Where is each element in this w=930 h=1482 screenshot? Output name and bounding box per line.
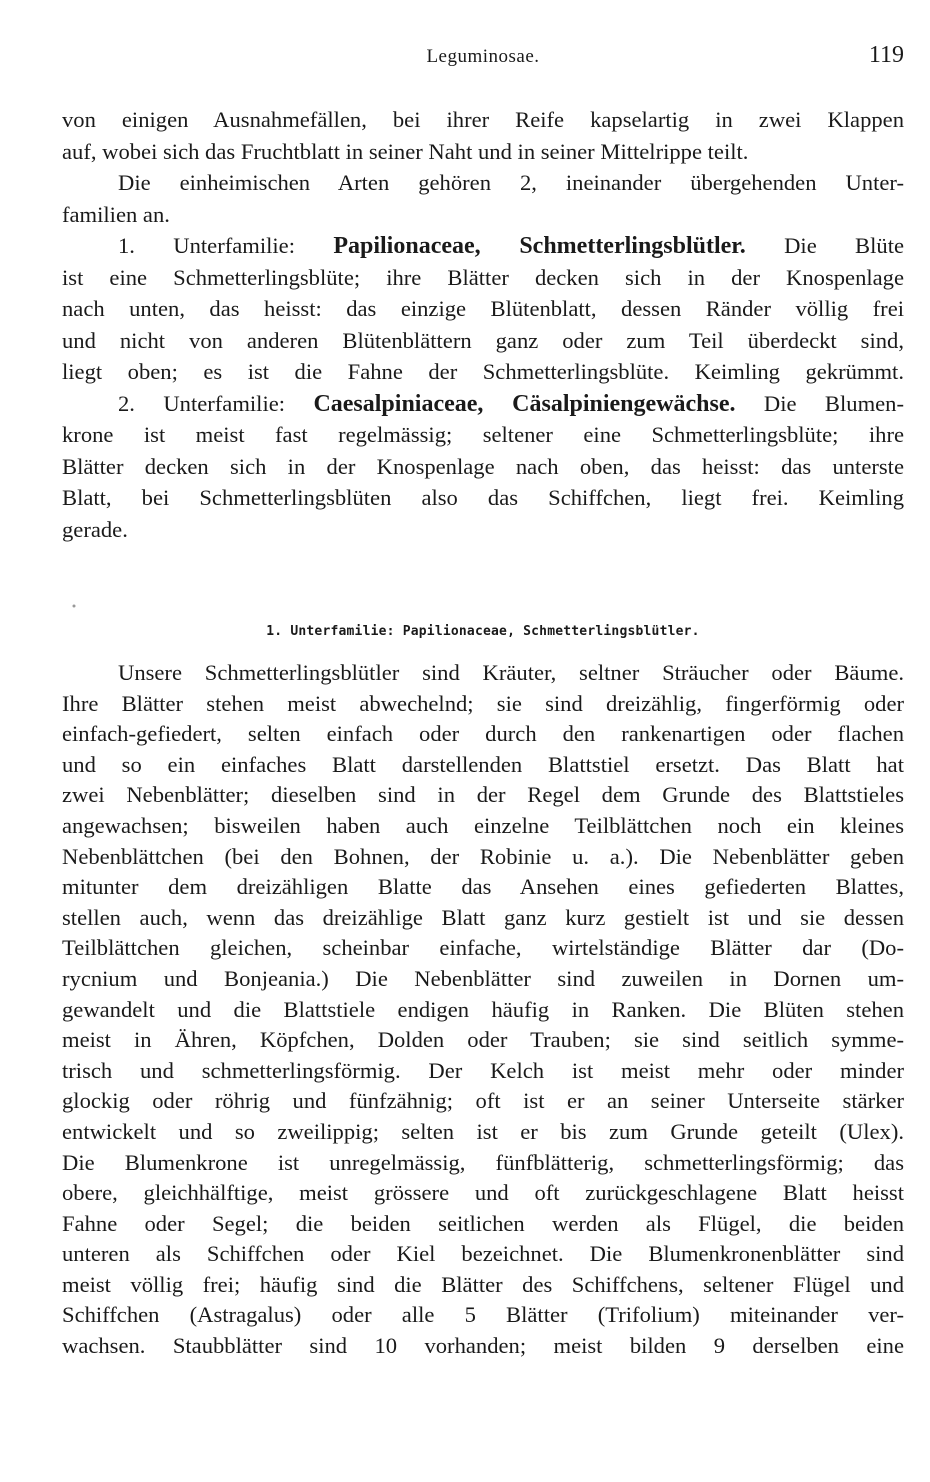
text-line: wachsen. Staubblätter sind 10 vorhanden; meist bilden 9 derselben eine [62,1333,904,1359]
text-line: gerade. [62,516,128,542]
text-line: angewachsen; bisweilen haben auch einzelne Teilblättchen noch ein kleines [62,812,904,838]
page-number: 119 [868,42,904,68]
text-line: Schiffchen (Astragalus) oder alle 5 Blätter (Trifolium) miteinander ver- [62,1302,904,1328]
text-line: zwei Nebenblätter; dieselben sind in der Regel dem Grunde des Blattstieles [62,782,904,808]
subfamily-2-name: Caesalpiniaceae, Cäsalpiniengewächse. [313,390,736,417]
text-line: Fahne oder Segel; die beiden seitlichen werden als Flügel, die beiden [62,1210,904,1236]
section-title: 1. Unterfamilie: Papilionaceae, Schmetterlingsblütler. [266,624,700,639]
text-line: Ihre Blätter stehen meist abwechelnd; sie sind dreizählig, fingerförmig oder [62,690,904,716]
text-line: Blätter decken sich in der Knospenlage nach oben, das heisst: das unterste [62,453,904,479]
text-line: Nebenblättchen (bei den Bohnen, der Robinie u. a.). Die Nebenblätter geben [62,843,904,869]
text-line: rycnium und Bonjeania.) Die Nebenblätter sind zuweilen in Dornen um- [62,965,904,991]
text-line: krone ist meist fast regelmässig; seltener eine Schmetterlingsblüte; ihre [62,422,904,447]
subfamily-1-suffix: Die Blüte [745,233,904,258]
running-head: Leguminosae. [426,46,540,67]
text-line: gewandelt und die Blattstiele endigen häufig in Ranken. Die Blüten stehen [62,996,904,1022]
text-line: Teilblättchen gleichen, scheinbar einfache, wirtelständige Blätter dar (Do- [62,935,904,961]
text-line: von einigen Ausnahmefällen, bei ihrer Reife kapselartig in zwei Klappen [62,107,904,132]
subfamily-2-suffix: Die Blumen- [735,390,904,416]
text-line: meist völlig frei; häufig sind die Blätter des Schiffchens, seltener Flügel und [62,1271,904,1297]
text-line: obere, gleichhälftige, meist grössere und oft zurückgeschlagene Blatt heisst [62,1180,904,1206]
text-line: glockig oder röhrig und fünfzähnig; oft ist er an seiner Unterseite stärker [62,1088,904,1114]
text-line: trisch und schmetterlingsförmig. Der Kelch ist meist mehr oder minder [62,1057,904,1083]
text-line: entwickelt und so zweilippig; selten ist er bis zum Grunde geteilt (Ulex). [62,1118,904,1144]
text-line: Die Blumenkrone ist unregelmässig, fünfblätterig, schmetterlingsförmig; das [62,1149,904,1175]
subfamily-1-prefix: 1. Unterfamilie: [118,233,334,258]
text-line: Die einheimischen Arten gehören 2, ineinander übergehenden Unter- [118,170,904,195]
text-line: familien an. [62,201,170,227]
text-line: mitunter dem dreizähligen Blatte das Ansehen eines gefiederten Blattes, [62,874,904,900]
text-line: Unsere Schmetterlingsblütler sind Kräuter, seltner Sträucher oder Bäume. [118,660,904,685]
text-line: ist eine Schmetterlingsblüte; ihre Blätter decken sich in der Knospenlage [62,264,904,290]
text-line: Blatt, bei Schmetterlingsblüten also das Schiffchen, liegt frei. Keimling [62,485,904,510]
subfamily-2-prefix: 2. Unterfamilie: [118,390,314,416]
text-line: unteren als Schiffchen oder Kiel bezeichnet. Die Blumenkronenblätter sind [62,1241,904,1267]
text-line: nach unten, das heisst: das einzige Blütenblatt, dessen Ränder völlig frei [62,296,904,321]
text-line: stellen auch, wenn das dreizählige Blatt ganz kurz gestielt ist und sie dessen [62,904,904,930]
text-line: auf, wobei sich das Fruchtblatt in seiner Naht und in seiner Mittelrippe teilt. [62,138,749,164]
text-line: und nicht von anderen Blütenblättern ganz oder zum Teil überdeckt sind, [62,327,904,353]
text-line: liegt oben; es ist die Fahne der Schmetterlingsblüte. Keimling gekrümmt. [62,359,904,384]
text-line: meist in Ähren, Köpfchen, Dolden oder Trauben; sie sind seitlich symme- [62,1027,904,1053]
text-line: einfach-gefiedert, selten einfach oder durch den rankenartigen oder flachen [62,721,904,747]
subfamily-1-name: Papilionaceae, Schmetterlingsblütler. [333,233,746,259]
text-line: und so ein einfaches Blatt darstellenden Blattstiel ersetzt. Das Blatt hat [62,751,904,777]
